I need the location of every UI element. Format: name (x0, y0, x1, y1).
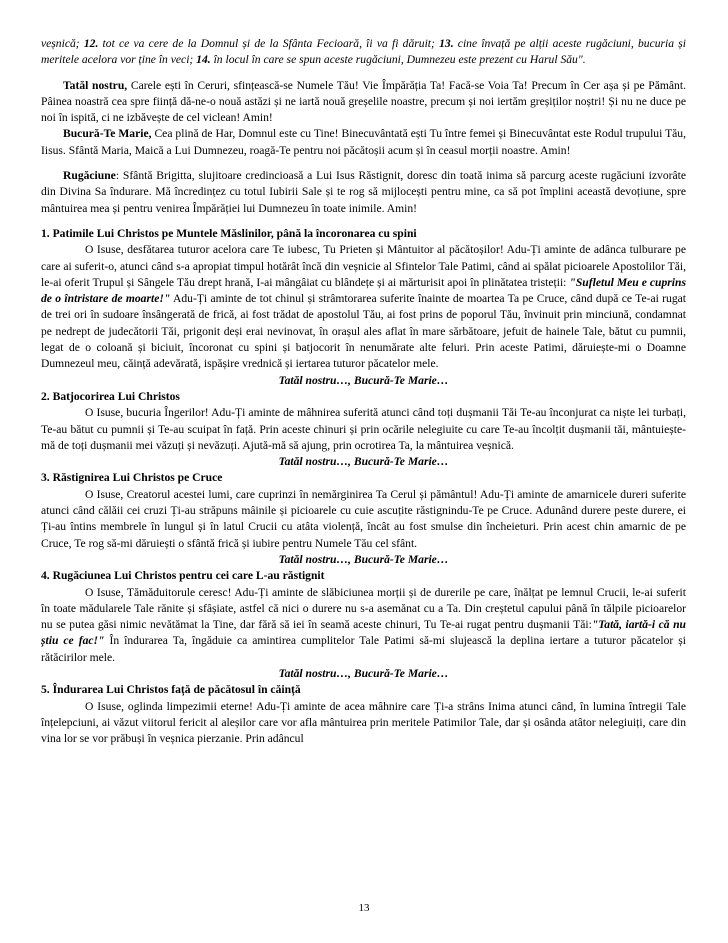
section-body: O Isuse, oglinda limpezimii eterne! Adu-Ți aminte de acea mâhnire care Ți-a strâns Inima atunci când, în lumina întregii Tale înțelepciuni, ai văzut viitorul fericit al aleșilor care vor afla mântuirea prin meritele Patimilor Tale, dar și osânda atâtor nelegiuiți, care din vina lor se vor prăbuși în veșnica pierzanie. Prin adâncul (41, 699, 686, 746)
section-quote: "Tată, iartă-i că nu știu ce fac!" (41, 618, 686, 648)
section-quote: "Sufletul Meu e cuprins de o întristare de moarte!" (41, 275, 686, 306)
section-text: O Isuse, desfătarea tuturor acelora care Te iubesc, Tu Prieten și Mântuitor al păcătoșilor! Adu-Ți aminte de adânca tulburare pe care ai suferit-o, atunci când s-a apropiat timpul hotărât încă din veșnicie al Sfintelor Tale Patimi, când ai spălat picioarele Apostolilor Tăi, le-ai oferit Trupul și Sângele Tău drept hrană, I-ai mângâiat cu blândețe și ai mărturisit apoi în plinătatea tristeții: (41, 243, 686, 289)
section-heading: 5. Îndurarea Lui Christos față de păcătosul în căință (41, 683, 301, 697)
prayer-text: Carele ești în Ceruri, sfințească-se Numele Tău! Vie Împărăția Ta! Facă-se Voia Ta! Precum în Cer așa și pe Pământ. Pâinea noastră cea spre ființă dă-ne-o nouă astăzi și ne iartă nouă greșelile noastre, precum și noi iertăm greșiților noștri! Și nu ne duce pe noi în ispită, ci ne izbăvește de cel viclean! Amin! (41, 78, 686, 125)
refrain: Tatăl nostru…, Bucură-Te Marie… (278, 666, 449, 680)
prayer-text: : Sfântă Brigitta, slujitoare credincioasă a Lui Isus Răstignit, doresc din toată inima să parcurg aceste rugăciuni izvorâte din Divina Sa îndurare. Mă încredințez cu totul Iubirii Sale și te rog să mijlocești pentru mine, ca să pot împlini această devoțiune, spre mântuirea mea și pentru venirea Împărăției lui Dumnezeu în toate inimile. Amin! (41, 169, 686, 215)
section-body (41, 585, 686, 666)
refrain: Tatăl nostru…, Bucură-Te Marie… (278, 373, 449, 387)
section-heading: 4. Rugăciunea Lui Christos pentru cei care L-au răstignit (41, 569, 325, 583)
section-heading: 3. Răstignirea Lui Christos pe Cruce (41, 471, 223, 485)
section-text: O Isuse, Tămăduitorule ceresc! Adu-Ți aminte de slăbiciunea morții și de durerile pe care, înălțat pe lemnul Crucii, le-ai suferit în toate mădularele Tale rănite și sfâșiate, astfel că nici o durere nu s-a asemănat cu a Ta. Din creștetul capului până în tălpile picioarelor nu se putea găsi nimic nevătămat la Tine, dar fără să iei în seamă aceste chinuri, Tu Te-ai rugat pentru dușmanii Tăi: (41, 585, 686, 632)
prayer-title: Rugăciune (63, 169, 116, 183)
section-body: O Isuse, bucuria Îngerilor! Adu-Ți aminte de mâhnirea suferită atunci când toți dușmanii Tăi Te-au înconjurat ca niște lei turbați, Te-au bătut cu pumnii și Te-au scuipat în față. Prin aceste chinuri și prin ocările nelegiuite cu care Te-au încolțit dușmanii tăi, mântuiește-mă de toți dușmanii mei văzuți și nevăzuți. Ajută-mă să ajung, prin ocrotirea Ta, la mântuirea veșnică. (41, 406, 686, 452)
bucura-te-paragraph (41, 126, 686, 159)
section-heading: 1. Patimile Lui Christos pe Muntele Măslinilor, până la încoronarea cu spini (41, 226, 417, 240)
section-text: În îndurarea Ta, îngăduie ca amintirea cumplitelor Tale Patimi să-mi slujească la deplina iertare a tuturor păcatelor și rătăcirilor mele. (41, 634, 686, 664)
intro-paragraph (41, 36, 686, 69)
intro-text: veșnică; (41, 37, 84, 50)
rugaciune-paragraph (41, 168, 686, 217)
item-number: 14. (196, 53, 211, 67)
prayer-title: Bucură-Te Marie, (63, 127, 152, 141)
section-body: O Isuse, Creatorul acestei lumi, care cuprinzi în nemărginirea Ta Cerul și pământul! Adu-Ți aminte de amarnicele dureri suferite atunci când călăii cei cruzi Ți-au străpuns mâinile și picioarele cu cuie ascuțite răstignindu-Te pe Cruce. Adunând durere peste durere, ei Ți-au întins membrele în lungul și în latul Crucii cu atâta violență, încât au fost smulse din încheieturi. Prin acest chin amarnic de pe Cruce, Te rog să-mi dăruiești o sfântă frică și iubire pentru Numele Tău cel sfânt. (41, 487, 686, 550)
item-number: 12. (83, 37, 99, 50)
prayer-title: Tatăl nostru, (63, 78, 128, 92)
intro-text: tot ce va cere de la Domnul și de la Sfânta Fecioară, îi va fi dăruit; (98, 37, 440, 50)
section-text: Adu-Ți aminte de tot chinul și strâmtorarea suferite înainte de moartea Ta pe Cruce, când după ce Te-ai rugat de trei ori în sudoare însângerată de frică, ai fost trădat de apostolul Tău, ai fost prins de poporul Tău, învinuit prin minciună, condamnat pe nedrept de judecătorii Tăi, prigonit deși erai nevinovat, în orașul ales aflat în mare sărbătoare, jefuit de hainele Tale, bătut cu pumnii, legat de o coloană și biciuit, încoronat cu spini și batjocorit în nenumărate alte feluri. Prin aceste Patimi, dăruiește-mi o Doamne Dumnezeul meu, căință adevărată, ispășire vrednică și iertarea tuturor păcatelor mele. (41, 292, 686, 371)
tatal-nostru-paragraph (41, 78, 686, 127)
intro-text: în locul în care se spun aceste rugăciuni, Dumnezeu este prezent cu Harul Său". (210, 53, 586, 67)
refrain: Tatăl nostru…, Bucură-Te Marie… (278, 552, 449, 566)
page-number: 13 (358, 902, 370, 914)
section-heading: 2. Batjocorirea Lui Christos (41, 389, 180, 403)
prayer-text: Cea plină de Har, Domnul este cu Tine! Binecuvântată ești Tu între femei și Binecuvântat este Rodul trupului Tău, Iisus. Sfântă Maria, Maică a Lui Dumnezeu, roagă-Te pentru noi păcătoșii acum și în ceasul morții noastre. Amin! (41, 127, 686, 157)
item-number: 13. (439, 37, 454, 50)
intro-text: cine învață pe alții aceste rugăciuni, bucuria și meritele acelora vor ține în veci; (41, 37, 686, 67)
refrain: Tatăl nostru…, Bucură-Te Marie… (278, 455, 449, 469)
section-body (41, 242, 686, 372)
